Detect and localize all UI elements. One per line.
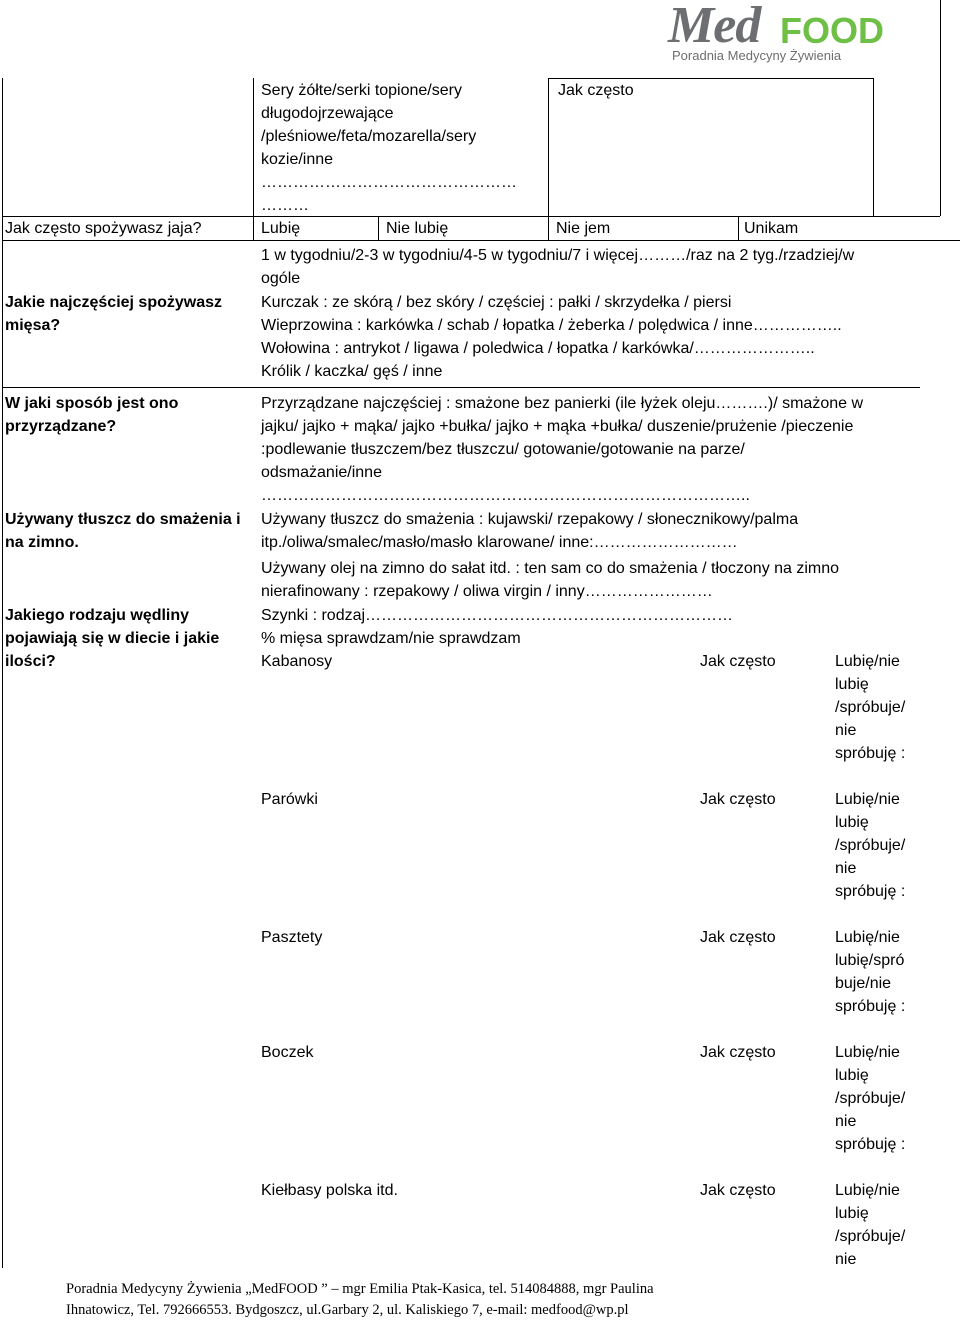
cold-cut-frequency: Jak często <box>700 1182 776 1199</box>
medfood-logo <box>668 2 928 68</box>
cheese-types-line-1: Sery żółte/serki topione/sery <box>261 82 462 99</box>
cheese-frequency-border-right <box>873 78 874 216</box>
cold-cut-pref-line: nie <box>835 1251 857 1268</box>
fat-answer-line-1: Używany tłuszcz do smażenia : kujawski/ rzepakowy / słonecznikowy/palma <box>261 511 799 528</box>
cold-cut-frequency: Jak często <box>700 929 776 946</box>
cold-cut-pref-line: nie <box>835 722 857 739</box>
prep-question-line-1: W jaki sposób jest ono <box>5 395 179 412</box>
prep-question-line-2: przyrządzane? <box>5 418 117 435</box>
cold-cut-pref-line: lubię/spró <box>835 952 905 969</box>
eggs-frequency-line-2: ogóle <box>261 270 301 287</box>
eggs-option-avoid: Unikam <box>744 220 799 237</box>
eggs-cell-divider-2 <box>378 216 379 240</box>
cold-cut-pref-line: Lubię/nie <box>835 653 900 670</box>
cold-cut-pref-line: lubię <box>835 814 869 831</box>
cold-cut-pref-line: spróbuję : <box>835 998 906 1015</box>
cold-cut-pref-line: /spróbuje/ <box>835 837 906 854</box>
cold-cut-pref-line: spróbuję : <box>835 883 906 900</box>
cold-cut-name: Kabanosy <box>261 653 333 670</box>
prep-answer-line-4: odsmażanie/inne <box>261 464 382 481</box>
cheese-frequency-border-left <box>548 78 549 216</box>
meat-answer-other: Królik / kaczka/ gęś / inne <box>261 363 443 380</box>
table-border-left <box>2 78 3 1268</box>
cold-cut-pref-line: /spróbuje/ <box>835 699 906 716</box>
meat-row-bottom-border <box>2 387 920 388</box>
table-border-mid <box>253 78 254 216</box>
eggs-row-bottom-border <box>2 240 960 241</box>
fat-answer-line-4: nierafinowany : rzepakowy / oliwa virgin / inny…………………… <box>261 583 713 600</box>
prep-answer-line-3: :podlewanie tłuszczem/bez tłuszczu/ gotowanie/gotowanie na parze/ <box>261 441 745 458</box>
cold-cut-pref-line: nie <box>835 1113 857 1130</box>
cold-cuts-question-line-1: Jakiego rodzaju wędliny <box>5 607 190 624</box>
eggs-cell-divider-4 <box>738 216 739 240</box>
cold-cut-name: Pasztety <box>261 929 323 946</box>
meat-answer-chicken: Kurczak : ze skórą / bez skóry / częściej : pałki / skrzydełka / piersi <box>261 294 732 311</box>
prep-answer-line-5: ……………………………………………………………………………….. <box>261 487 750 504</box>
eggs-option-dislike: Nie lubię <box>386 220 449 237</box>
cold-cut-frequency: Jak często <box>700 791 776 808</box>
fat-answer-line-3: Używany olej na zimno do sałat itd. : ten sam co do smażenia / tłoczony na zimno <box>261 560 840 577</box>
cold-cuts-question-line-2: pojawiają się w diecie i jakie <box>5 630 220 647</box>
cold-cut-name: Parówki <box>261 791 318 808</box>
meat-answer-beef: Wołowina : antrykot / ligawa / poledwica / łopatka / karkówka/………………….. <box>261 340 815 357</box>
eggs-question: Jak często spożywasz jaja? <box>5 220 202 237</box>
cold-cut-pref-line: buje/nie <box>835 975 892 992</box>
meat-answer-pork: Wieprzowina : karkówka / schab / łopatka / żeberka / polędwica / inne…………….. <box>261 317 842 334</box>
page-footer <box>66 1279 654 1321</box>
fat-answer-line-2: itp./oliwa/smalec/masło/masło klarowane/ inne:……………………… <box>261 534 738 551</box>
cold-cut-pref-line: Lubię/nie <box>835 791 900 808</box>
logo-subtitle: Poradnia Medycyny Żywienia <box>672 48 842 63</box>
cold-cut-frequency: Jak często <box>700 1044 776 1061</box>
footer-line-2: Ihnatowicz, Tel. 792666553. Bydgoszcz, ul.Garbary 2, ul. Kaliskiego 7, e-mail: medfood@wp.pl <box>66 1302 629 1318</box>
cold-cut-pref-line: /spróbuje/ <box>835 1228 906 1245</box>
cold-cut-name: Kiełbasy polska itd. <box>261 1182 398 1199</box>
cold-cut-pref-line: Lubię/nie <box>835 1044 900 1061</box>
ham-meat-percentage-line: % mięsa sprawdzam/nie sprawdzam <box>261 630 521 647</box>
table-border-right-top <box>940 0 941 216</box>
cold-cut-pref-line: spróbuję : <box>835 1136 906 1153</box>
meat-question-line-2: mięsa? <box>5 317 61 334</box>
logo-food-text: FOOD <box>780 10 884 51</box>
prep-answer-line-2: jajku/ jajko + mąka/ jajko +bułka/ jajko + mąka +bułka/ duszenie/prużenie /pieczenie <box>261 418 854 435</box>
cheese-types-line-4: kozie/inne <box>261 151 334 168</box>
cold-cut-pref-line: /spróbuje/ <box>835 1090 906 1107</box>
eggs-option-like: Lubię <box>261 220 301 237</box>
cold-cut-pref-line: lubię <box>835 676 869 693</box>
cheese-types-line-6: ……… <box>261 197 309 214</box>
meat-question-line-1: Jakie najczęściej spożywasz <box>5 294 223 311</box>
cold-cut-pref-line: Lubię/nie <box>835 1182 900 1199</box>
cheese-types-line-3: /pleśniowe/feta/mozarella/sery <box>261 128 477 145</box>
prep-answer-line-1: Przyrządzane najczęściej : smażone bez panierki (ile łyżek oleju……….)/ smażone w <box>261 395 864 412</box>
fat-question-line-2: na zimno. <box>5 534 79 551</box>
ham-type-line: Szynki : rodzaj…………………………………………………………… <box>261 607 734 624</box>
footer-line-1: Poradnia Medycyny Żywienia „MedFOOD ” – mgr Emilia Ptak-Kasica, tel. 514084888, mgr Paulina <box>66 1281 654 1297</box>
cheese-types-line-5: ………………………………………… <box>261 174 517 191</box>
cold-cut-name: Boczek <box>261 1044 314 1061</box>
cold-cut-pref-line: lubię <box>835 1067 869 1084</box>
cheese-frequency-label: Jak często <box>558 82 634 99</box>
cold-cut-pref-line: Lubię/nie <box>835 929 900 946</box>
fat-question-line-1: Używany tłuszcz do smażenia i <box>5 511 241 528</box>
eggs-frequency-line-1: 1 w tygodniu/2-3 w tygodniu/4-5 w tygodniu/7 i więcej………/raz na 2 tyg./rzadziej/w <box>261 247 855 264</box>
cold-cut-pref-line: nie <box>835 860 857 877</box>
cold-cut-pref-line: spróbuję : <box>835 745 906 762</box>
cold-cut-pref-line: lubię <box>835 1205 869 1222</box>
logo-med-text: Med <box>668 0 761 54</box>
eggs-cell-divider-3 <box>548 216 549 240</box>
cold-cuts-question-line-3: ilości? <box>5 653 56 670</box>
eggs-cell-divider-1 <box>253 216 254 240</box>
cold-cut-frequency: Jak często <box>700 653 776 670</box>
eggs-option-dont-eat: Nie jem <box>556 220 611 237</box>
cheese-types-line-2: długodojrzewające <box>261 105 394 122</box>
